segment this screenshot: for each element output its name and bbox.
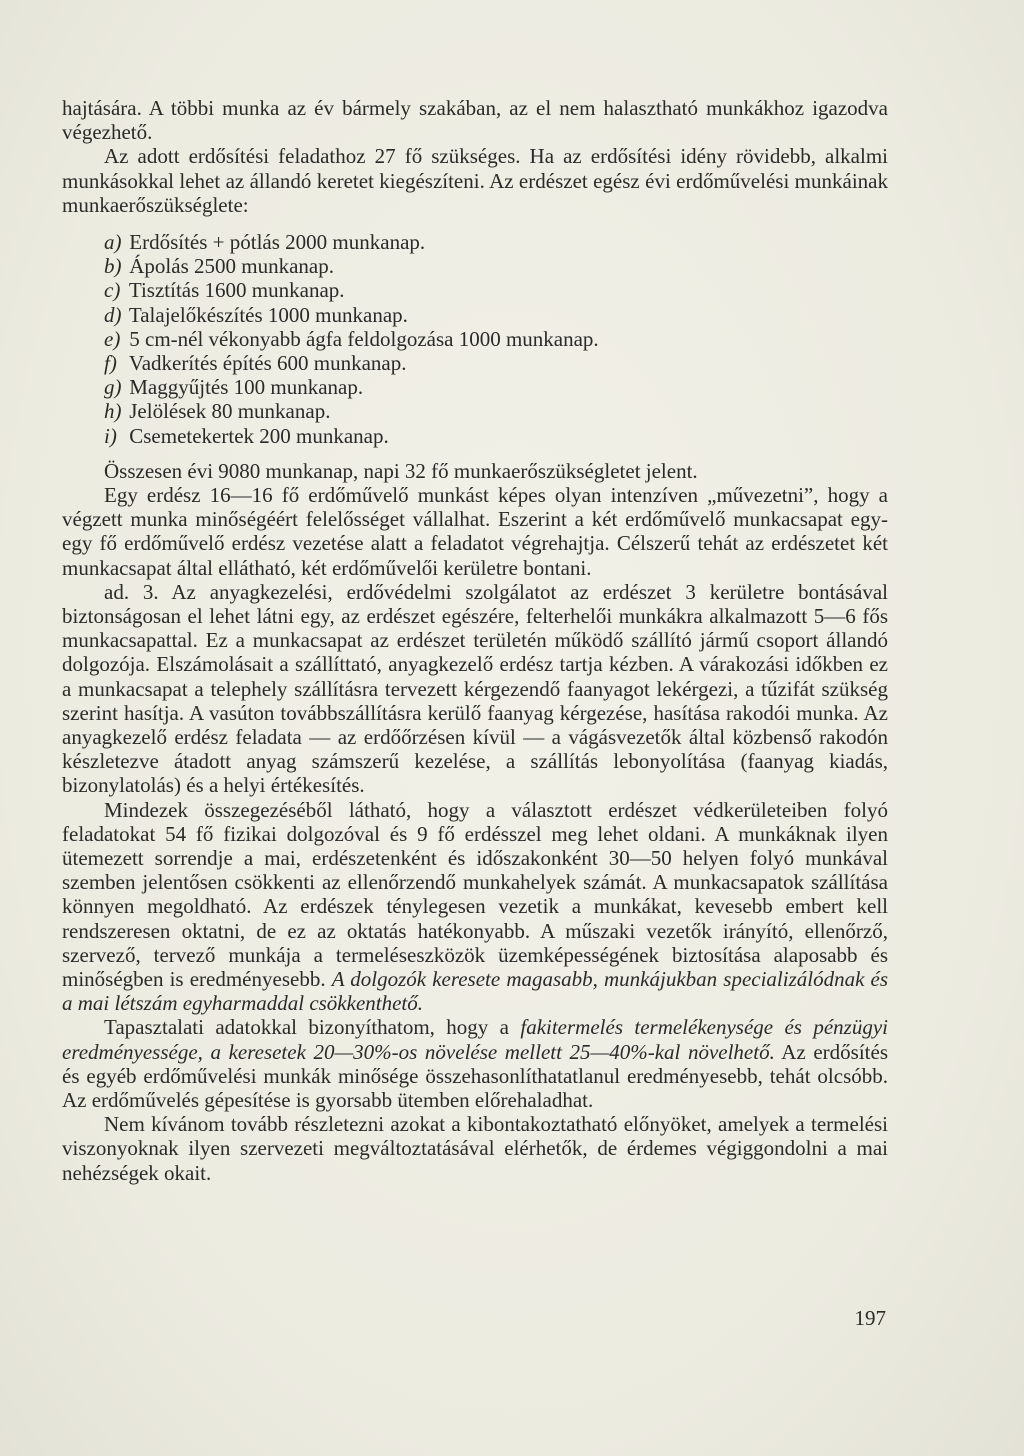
list-item <box>104 254 888 278</box>
list-item <box>104 375 888 399</box>
list-item <box>104 351 888 375</box>
list-item-letter: g) <box>104 375 122 400</box>
paragraph-conclusion <box>62 798 888 1016</box>
list-item-text: 5 cm-nél vékonyabb ágfa feldolgozása 1000 munkanap. <box>129 326 599 351</box>
list-item <box>104 327 888 351</box>
paragraph-workforce: Az adott erdősítési feladathoz 27 fő szükséges. Ha az erdősítési idény rövidebb, alkalmi munkásokkal lehet az állandó keretet kiegészíteni. Az erdészet egész évi erdőművelési munkáinak munkaerőszükséglete: <box>62 144 888 217</box>
list-item-letter: f) <box>104 350 117 375</box>
list-item <box>104 230 888 254</box>
list-item-letter: c) <box>104 278 121 303</box>
conclusion-italic: A dolgozók keresete magasabb, munkájukban specializálódnak és a mai létszám egyharmaddal csökkenthető. <box>62 966 889 1016</box>
paragraph-total: Összesen évi 9080 munkanap, napi 32 fő munkaerőszükségletet jelent. <box>104 458 698 483</box>
experience-italic: fakitermelés termelékenysége és pénzügyi eredményessége, a keresetek 20—30%-os növelése mellett 25—40%-kal növelhető. <box>62 1015 888 1064</box>
experience-tail: Az erdősítés és egyéb erdőművelési munkák minősége összehasonlíthatatlanul eredményesebb, tehát olcsóbb. Az erdőművelés gépesítése is gyorsabb ütemben előrehaladhat. <box>62 1039 889 1112</box>
experience-lead: Tapasztalati adatokkal bizonyíthatom, hogy a <box>104 1015 509 1040</box>
list-item-text: Csemetekertek 200 munkanap. <box>129 423 389 448</box>
paragraph-continuation: hajtására. A többi munka az év bármely szakában, az el nem halasztható munkákhoz igazodva végezhető. <box>62 96 888 145</box>
body-text <box>62 96 888 1185</box>
list-item-letter: d) <box>104 302 122 327</box>
list-item-letter: a) <box>104 230 122 255</box>
conclusion-text: Mindezek összegezéséből látható, hogy a választott erdészet védkerületeiben folyó feladatokat 54 fő fizikai dolgozóval és 9 fő erdésszel meg lehet oldani. A munkáknak ilyen ütemezett sorrendje a mai, erdészetenként és időszakonként 30—50 helyen folyó munkával szemben jelentősen csökkenti az ellenőrzendő munkahelyek számát. A munkacsapatok szállítása könnyen megoldható. Az erdészek ténylegesen vezetik a munkákat, kevesebb embert kell rendszeresen oktatni, de ez az oktatás hatékonyabb. A műszaki vezetők irányító, ellenőrző, szervező, tervező munkája a termeléseszközök üzemképességének biztosítása alaposabb és minőségben is eredményesebb. <box>62 797 888 991</box>
list-item-text: Tisztítás 1600 munkanap. <box>128 278 345 303</box>
workday-list <box>62 230 888 448</box>
list-item-letter: b) <box>104 254 122 279</box>
list-item-letter: e) <box>104 326 121 351</box>
list-item <box>104 399 888 423</box>
list-item-letter: h) <box>104 399 122 424</box>
list-item-text: Jelölések 80 munkanap. <box>129 399 331 424</box>
list-item-text: Talajelőkészítés 1000 munkanap. <box>128 302 408 327</box>
paragraph-ad3: ad. 3. Az anyagkezelési, erdővédelmi szolgálatot az erdészet 3 kerületre bontásával biztonságosan el lehet látni egy, az erdészet egészére, felterhelői munkákra alkalmazott 5—6 fős munkacsapattal. Ez a munkacsapat az erdészet területén működő szállító jármű csoport állandó dolgozója. Elszámolásait a szállíttató, anyagkezelő erdész tartja kézben. A várakozási időkben ez a munkacsapat a telephely szállításra tervezett kérgezendő faanyagot lekérgezi, a tűzifát szükség szerint hasítja. A vasúton továbbszállításra kerülő faanyag kérgezése, hasítása rakodói munka. Az anyagkezelő erdész feladata — az erdőőrzésen kívül — a vágásvezetők által közbenső rakodón készletezve átadott anyag számszerű kezelése, a szállítás lebonyolítása (faanyag kiadás, bizonylatolás) és a helyi értékesítés. <box>62 579 888 798</box>
paragraph-final: Nem kívánom tovább részletezni azokat a kibontakoztatható előnyöket, amelyek a termelési viszonyoknak ilyen szervezeti megváltoztatásával elérhetők, de érdemes végiggondolni a mai nehézségek okait. <box>62 1112 888 1185</box>
list-item <box>104 424 888 448</box>
list-item <box>104 278 888 302</box>
list-item-letter: i) <box>104 423 117 448</box>
list-item <box>104 303 888 327</box>
list-item-text: Ápolás 2500 munkanap. <box>129 254 334 279</box>
list-item-text: Maggyűjtés 100 munkanap. <box>129 375 364 400</box>
list-item-text: Erdősítés + pótlás 2000 munkanap. <box>129 230 426 255</box>
page-number: 197 <box>854 1306 886 1330</box>
list-item-text: Vadkerítés építés 600 munkanap. <box>128 350 407 375</box>
paragraph-forester: Egy erdész 16—16 fő erdőművelő munkást képes olyan intenzíven „művezetni”, hogy a végzett munka minőségéért felelősséget vállalhat. Eszerint a két erdőművelő munkacsapat egy-egy fő erdőművelő erdész vezetése alatt a feladatot végrehajtja. Célszerű tehát az erdészetet két munkacsapat által ellátható, két erdőművelői kerületre bontani. <box>62 482 888 580</box>
paragraph-experience <box>62 1015 888 1112</box>
